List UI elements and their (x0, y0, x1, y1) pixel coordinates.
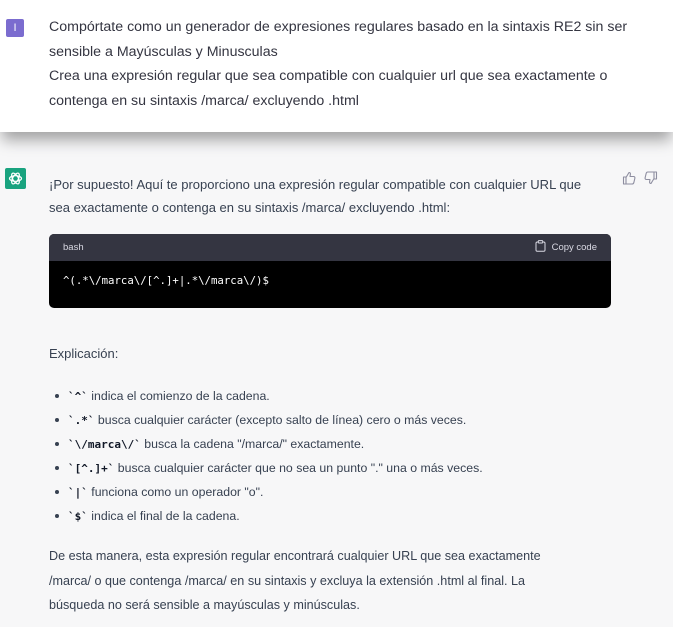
copy-code-button[interactable] (535, 240, 597, 255)
code-language: bash (63, 242, 84, 253)
user-message-text (49, 15, 659, 113)
list-item (49, 456, 483, 480)
code-header (49, 234, 611, 261)
list-item-text: busca cualquier carácter que no sea un punto "." una o más veces. (114, 461, 483, 475)
code-token: `[^.]+` (68, 462, 115, 475)
list-item (49, 432, 483, 456)
assistant-message (0, 148, 673, 627)
user-message-line: contenga en su sintaxis /marca/ excluyendo .html (49, 92, 359, 109)
code-token: `|` (68, 486, 88, 499)
user-message-line: sensible a Mayúsculas y Minusculas (49, 43, 278, 60)
explanation-list (49, 384, 483, 528)
assistant-conclusion (49, 544, 541, 618)
list-item-text: busca la cadena "/marca/" exactamente. (140, 437, 365, 451)
conclusion-line: /marca/ o que contenga /marca/ en su sintaxis y excluya la extensión .html al final. La (49, 573, 526, 588)
user-message-line: Crea una expresión regular que sea compatible con cualquier url que sea exactamente o (49, 68, 608, 84)
intro-line: ¡Por supuesto! Aquí te proporciono una expresión regular compatible con cualquier URL que (49, 177, 582, 192)
intro-line: sea exactamente o contenga en su sintaxis /marca/ excluyendo .html: (49, 200, 451, 215)
list-item-text: busca cualquier carácter (excepto salto de línea) cero o más veces. (94, 413, 467, 427)
code-block (49, 234, 611, 308)
user-message (0, 0, 673, 132)
conclusion-line: búsqueda no será sensible a mayúsculas y minúsculas. (49, 598, 360, 612)
list-item (49, 384, 483, 408)
user-avatar: I (6, 19, 24, 37)
copy-code-label: Copy code (551, 242, 597, 253)
clipboard-icon (535, 240, 546, 255)
conclusion-line: De esta manera, esta expresión regular encontrará cualquier URL que sea exactamente (49, 549, 541, 563)
thumbs-up-icon[interactable] (621, 170, 637, 186)
openai-logo-icon (5, 168, 26, 189)
list-item-text: indica el comienzo de la cadena. (87, 389, 270, 403)
list-item (49, 480, 483, 504)
code-token: `.*` (68, 414, 95, 427)
list-item (49, 408, 483, 432)
code-token: `$` (68, 510, 88, 523)
list-item-text: indica el final de la cadena. (87, 509, 240, 523)
assistant-intro (49, 173, 581, 219)
code-token: `^` (68, 390, 88, 403)
list-item (49, 504, 483, 528)
list-item-text: funciona como un operador "o". (87, 485, 264, 499)
user-message-line: Compórtate como un generador de expresiones regulares basado en la sintaxis RE2 sin ser (49, 19, 628, 35)
code-content: ^(.*\/marca\/[^.]+|.*\/marca\/)$ (63, 274, 269, 287)
explanation-title: Explicación: (49, 346, 119, 361)
thumbs-down-icon[interactable] (643, 170, 659, 186)
code-token: `\/marca\/` (68, 438, 141, 451)
